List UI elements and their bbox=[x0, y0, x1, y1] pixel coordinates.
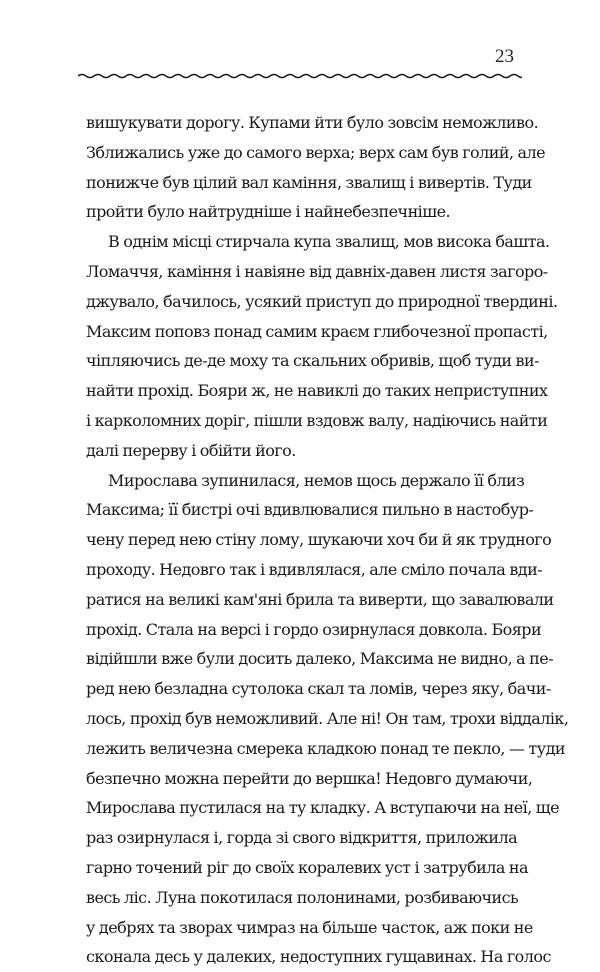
text-line: Максима; її бистрі очі вдивлювалися пильно в настобур- bbox=[86, 500, 534, 520]
body-text bbox=[86, 108, 569, 972]
wave-divider bbox=[78, 68, 522, 84]
text-line: проходу. Недовго так і вдивлялася, але сміло почала вди- bbox=[86, 559, 543, 579]
text-line: весь ліс. Луна покотилася полонинами, розбиваючись bbox=[86, 887, 519, 907]
text-line: Мирослава пустилася на ту кладку. А вступаючи на неї, ще bbox=[86, 798, 560, 818]
text-line: найти прохід. Бояри ж, не навиклі до таких неприступних bbox=[86, 381, 548, 401]
text-line: у дебрях та зворах чимраз на більше часток, аж поки не bbox=[86, 917, 533, 937]
text-line: джувало, бачилось, усякий приступ до природної твердині. bbox=[86, 291, 558, 311]
text-line: чіпляючись де-де моху та скальних обривів, щоб туди ви- bbox=[86, 351, 539, 371]
text-line: Ломаччя, каміння і навіяне від давніх-давен листя загоро- bbox=[86, 261, 548, 281]
text-line: сконала десь у далеких, недоступних гущавинах. На голос bbox=[86, 947, 551, 967]
text-line: пройти було найтрудніше і найнебезпечніше. bbox=[86, 202, 451, 222]
text-line: лежить величезна смерека кладкою понад те пекло, — туди bbox=[86, 738, 566, 758]
text-line: прохід. Стала на версі і гордо озирнулася довкола. Бояри bbox=[86, 619, 542, 639]
text-line: вишукувати дорогу. Купами йти було зовсім неможливо. bbox=[86, 113, 539, 132]
text-line: відійшли вже були досить далеко, Максима не видно, а пе- bbox=[86, 649, 554, 669]
text-line: ратися на великі кам'яні брила та виверти, що завалювали bbox=[86, 589, 554, 609]
text-line: гарно точений ріг до своїх коралевих уст і затрубила на bbox=[86, 857, 529, 877]
text-line: ред нею безладна сутолока скал та ломів, через яку, бачи- bbox=[86, 679, 551, 699]
text-line: понижче був цілий вал каміння, звалищ і вивертів. Туди bbox=[86, 172, 532, 192]
text-line: Зближались уже до самого верха; верх сам був голий, але bbox=[86, 142, 546, 162]
text-line: В однім місці стирчала купа звалищ, мов висока башта. bbox=[108, 232, 550, 252]
text-line: Мирослава зупинилася, немов щось держало її близ bbox=[108, 470, 525, 490]
text-line: лось, прохід був неможливий. Але ні! Он там, трохи віддалік, bbox=[86, 708, 569, 728]
text-line: і карколомних доріг, пішли вздовж валу, надіючись найти bbox=[86, 410, 548, 430]
text-line: раз озирнулася і, горда зі свого відкриття, приложила bbox=[86, 828, 518, 848]
text-line: чену перед нею стіну лому, шукаючи хоч би й як трудного bbox=[86, 530, 552, 550]
text-line: безпечно можна перейти до вершка! Недовго думаючи, bbox=[86, 768, 533, 788]
page-number: 23 bbox=[495, 46, 514, 67]
text-line: далі перерву і обійти його. bbox=[86, 440, 296, 460]
text-line: Максим поповз понад самим краєм глибочезної пропасті, bbox=[86, 321, 548, 341]
